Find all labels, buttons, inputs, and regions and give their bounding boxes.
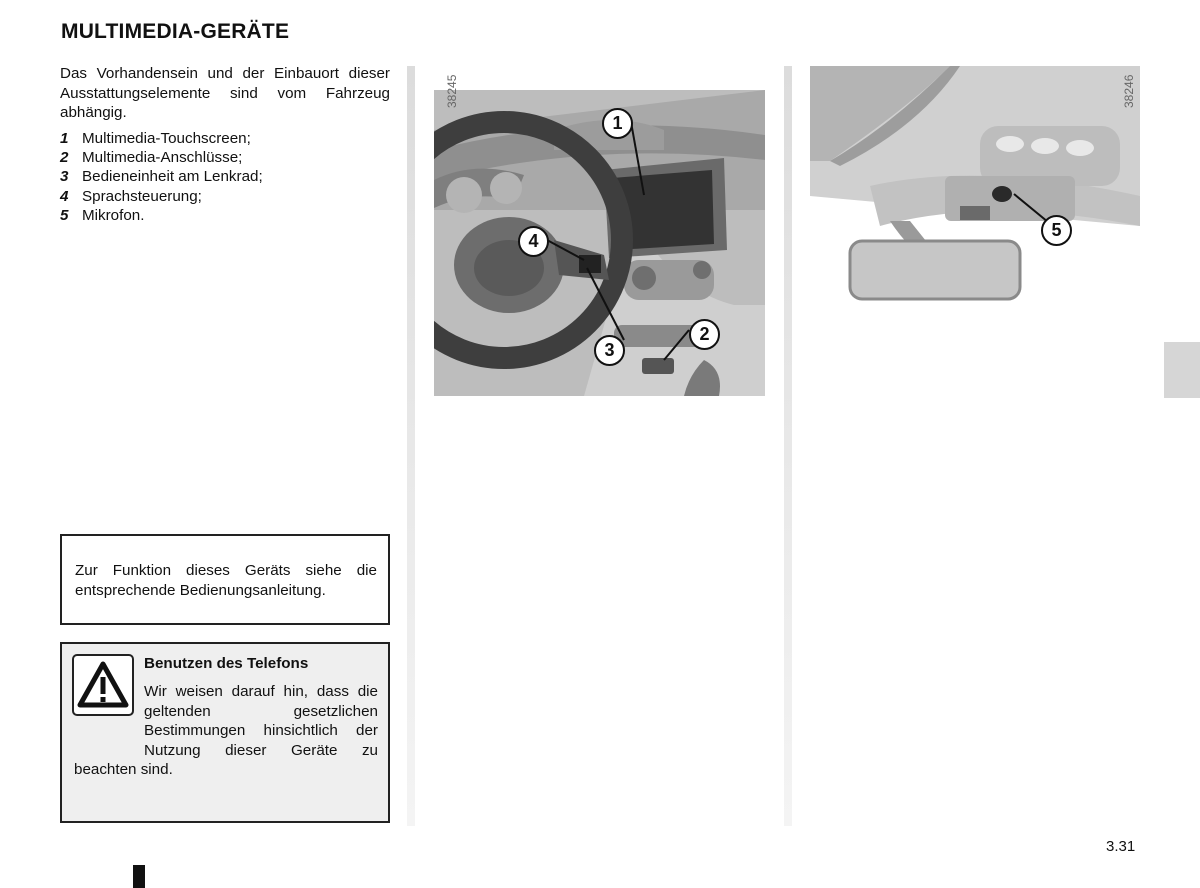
crop-mark: [133, 865, 145, 888]
warning-text: Wir weisen darauf hin, dass die geltenden gesetzlichen Bestimmungen hinsichtlich der Nutzung dieser Geräte zu beachten sind.: [74, 683, 378, 778]
callout-3: 3: [594, 335, 625, 366]
callout-2: 2: [689, 319, 720, 350]
warning-title: Benutzen des Telefons: [144, 655, 309, 672]
note-box: [60, 534, 390, 625]
legend-item: 5 Mikrofon.: [60, 206, 145, 224]
legend-list: [60, 129, 390, 225]
legend-item: 4 Sprachsteuerung;: [60, 187, 202, 205]
intro-paragraph: Das Vorhandensein und der Einbauort dieser Ausstattungselemente sind vom Fahrzeug abhängig.: [60, 65, 390, 121]
legend-item: 1 Multimedia-Touchscreen;: [60, 130, 251, 147]
legend-item: 3 Bedieneinheit am Lenkrad;: [60, 168, 263, 186]
warning-box: [60, 642, 390, 823]
chapter-tab: [1164, 342, 1200, 398]
column-divider: [784, 66, 792, 826]
note-text: Zur Funktion dieses Geräts siehe die entsprechende Bedienungsanleitung.: [75, 562, 377, 599]
page-title: MULTIMEDIA-GERÄTE: [61, 20, 290, 43]
callout-5: 5: [1041, 215, 1072, 246]
page-number: 3.31: [1106, 838, 1136, 855]
roof-console-illustration: [810, 66, 1140, 306]
callout-4: 4: [518, 226, 549, 257]
legend-item: 2 Multimedia-Anschlüsse;: [60, 149, 243, 167]
callout-1: 1: [602, 108, 633, 139]
figure-reference: 38245: [445, 74, 459, 108]
figure-reference: 38246: [1122, 74, 1136, 108]
column-divider: [407, 66, 415, 826]
